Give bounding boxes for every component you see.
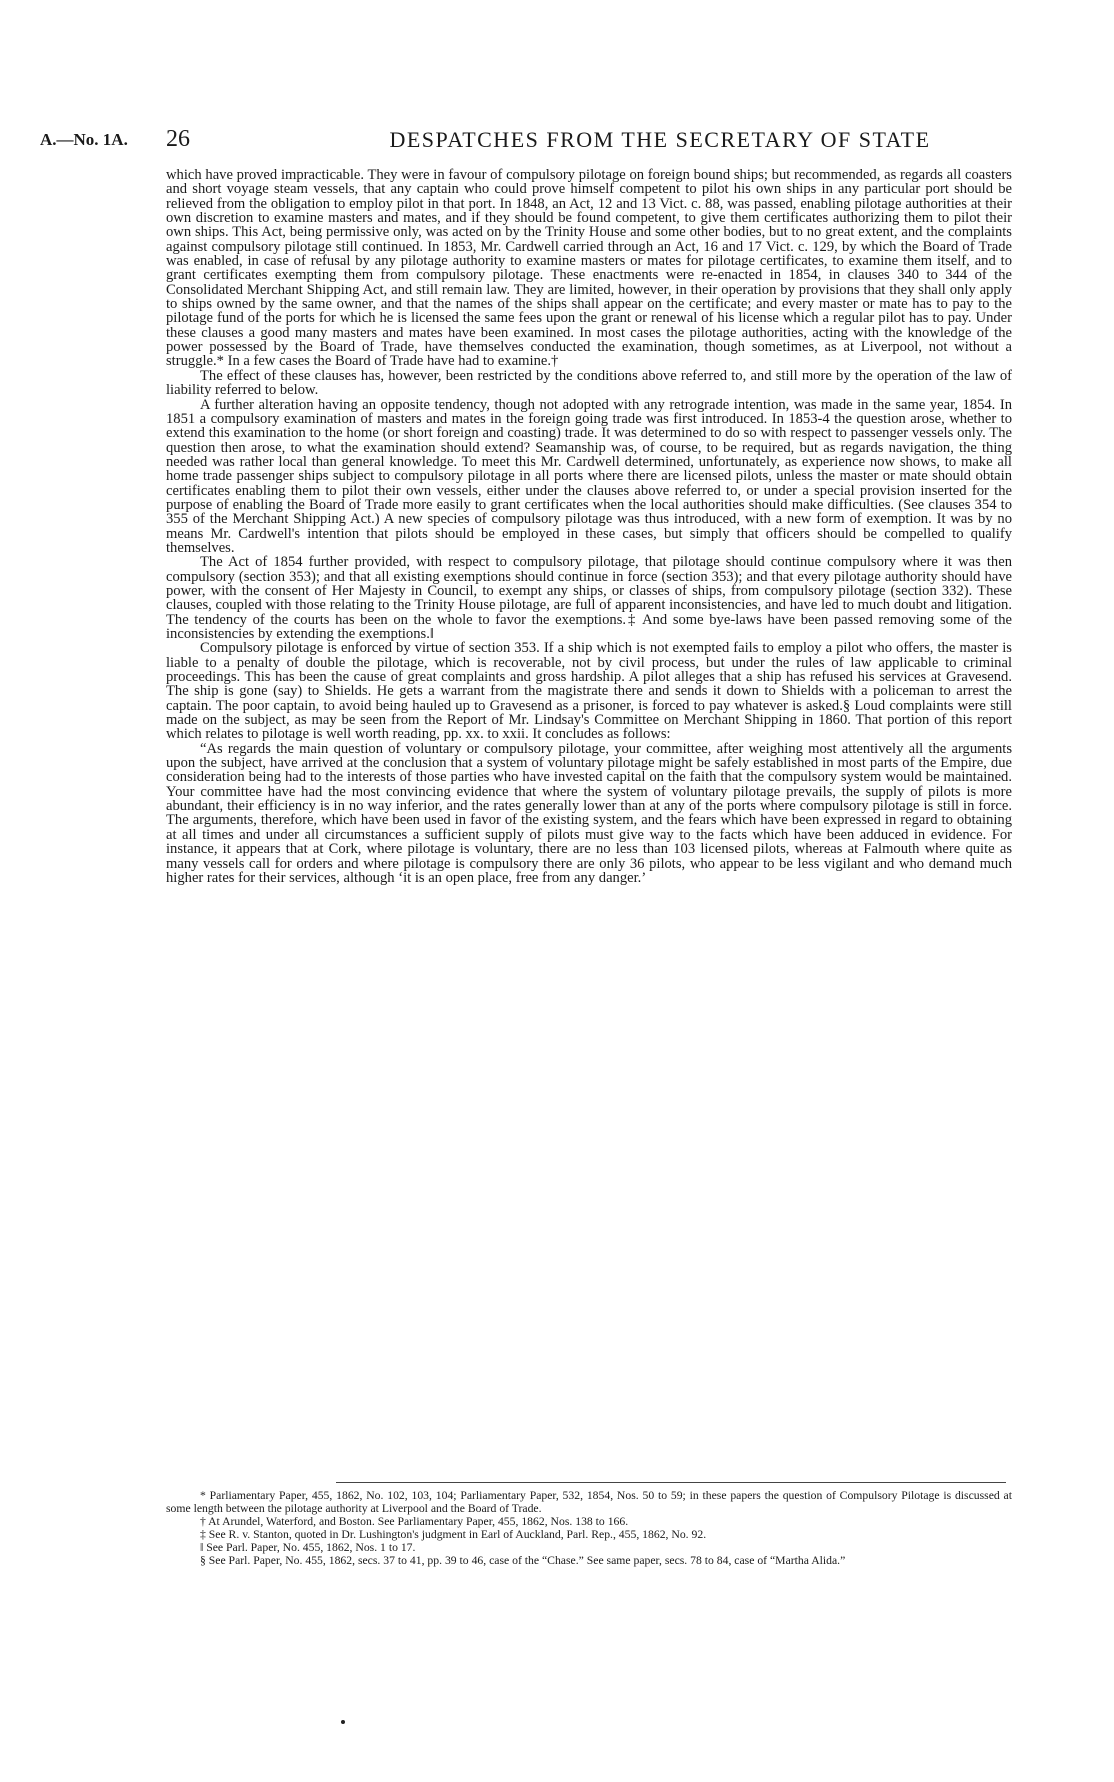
footnotes <box>166 1489 1012 1567</box>
footnote: ‡ See R. v. Stanton, quoted in Dr. Lushington's judgment in Earl of Auckland, Parl. Rep., 455, 1862, No. 92. <box>200 1528 707 1541</box>
document-reference: A.—No. 1A. <box>40 130 128 149</box>
running-title: DESPATCHES FROM THE SECRETARY OF STATE <box>389 127 931 152</box>
paragraph: A further alteration having an opposite tendency, though not adopted with any retrograde intention, was made in the same year, 1854. In 1851 a compulsory examination of masters and mates in the foreign going trade was first introduced. In 1853-4 the question arose, whether to extend this examination to the home (or short foreign and coasting) trade. It was determined to do so with respect to passenger vessels only. The question then arose, to what the examination should extend? Seamanship was, of course, to be required, but as regards navigation, the thing needed was rather local than general knowledge. To meet this Mr. Cardwell determined, unfortunately, as experience now shows, to make all home trade passenger ships subject to compulsory pilotage in all ports where there are licensed pilots, unless the master or mate should obtain certificates enabling them to pilot their own vessels, either under the clauses above referred to, or under a special provision inserted for the purpose of enabling the Board of Trade more easily to grant certificates when the local authorities should make difficulties. (See clauses 354 to 355 of the Merchant Shipping Act.) A new species of compulsory pilotage was thus introduced, with a new form of exemption. It was by no means Mr. Cardwell's intention that pilots should be employed in these cases, but simply that officers should be compelled to qualify themselves. <box>166 396 1012 556</box>
footnote: ‖ See Parl. Paper, No. 455, 1862, Nos. 1 to 17. <box>200 1541 416 1554</box>
paragraph: Compulsory pilotage is enforced by virtue of section 353. If a ship which is not exempted fails to employ a pilot who offers, the master is liable to a penalty of double the pilotage, which is recoverable, not by civil process, but under the rules of law applicable to criminal proceedings. This has been the cause of great complaints and gross hardship. A pilot alleges that a ship has refused his services at Gravesend. The ship is gone (say) to Shields. He gets a warrant from the magistrate there and sends it down to Shields with a policeman to arrest the captain. The poor captain, to avoid being hauled up to Gravesend as a prisoner, is forced to pay whatever is asked.§ Loud complaints were still made on the subject, as may be seen from the Report of Mr. Lindsay's Committee on Merchant Shipping in 1860. That portion of this report which relates to pilotage is well worth reading, pp. xx. to xxii. It concludes as follows: <box>166 640 1012 743</box>
footnote: † At Arundel, Waterford, and Boston. See Parliamentary Paper, 455, 1862, Nos. 138 to 166. <box>200 1515 629 1528</box>
paragraph: The effect of these clauses has, however, been restricted by the conditions above referred to, and still more by the operation of the law of liability referred to below. <box>166 367 1012 399</box>
footnote-divider <box>336 1482 1006 1483</box>
footnote: § See Parl. Paper, No. 455, 1862, secs. 37 to 41, pp. 39 to 46, case of the “Chase.” See same paper, secs. 78 to 84, case of “Martha Alida.” <box>200 1554 846 1567</box>
page-number: 26 <box>166 126 190 152</box>
paragraph: which have proved impracticable. They were in favour of compulsory pilotage on foreign bound ships; but recommended, as regards all coasters and short voyage steam vessels, that any captain who could prove himself competent to pilot his own ships in any particular port should be relieved from the obligation to employ pilot in that port. In 1848, an Act, 12 and 13 Vict. c. 88, was passed, enabling pilotage authorities at their own discretion to examine masters and mates, and if they should be found competent, to give them certificates authorizing them to pilot their own ships. This Act, being permissive only, was acted on by the Trinity House and some other bodies, but to no great extent, and the complaints against compulsory pilotage still continued. In 1853, Mr. Cardwell carried through an Act, 16 and 17 Vict. c. 129, by which the Board of Trade was enabled, in case of refusal by any pilotage authority to examine masters or mates for pilotage certificates, to examine them itself, and to grant certificates exempting them from compulsory pilotage. These enactments were re-enacted in 1854, in clauses 340 to 344 of the Consolidated Merchant Shipping Act, and still remain law. They are limited, however, in their operation by provisions that they shall only apply to ships owned by the same owner, and that the names of the ships shall appear on the certificate; and every master or mate has to pay to the pilotage fund of the ports for which he is licensed the same fees upon the grant or renewal of his license which a regular pilot has to pay. Under these clauses a good many masters and mates have been examined. In most cases the pilotage authorities, acting with the knowledge of the power possessed by the Board of Trade, have themselves conducted the examination, though sometimes, as at Liverpool, not without a struggle.* In a few cases the Board of Trade have had to examine.† <box>166 167 1012 370</box>
footnote: * Parliamentary Paper, 455, 1862, No. 102, 103, 104; Parliamentary Paper, 532, 1854, Nos. 50 to 59; in these papers the question of Compulsory Pilotage is discussed at some length between the pilotage authority at Liverpool and the Board of Trade. <box>166 1489 1012 1515</box>
page-header <box>40 126 1050 156</box>
page-mark <box>341 1720 345 1724</box>
quoted-paragraph: “As regards the main question of voluntary or compulsory pilotage, your committee, after weighing most attentively all the arguments upon the subject, have arrived at the conclusion that a system of voluntary pilotage might be safely established in most parts of the Empire, due consideration being had to the interests of those parties who have invested capital on the faith that the compulsory system would be maintained. Your committee have had the most convincing evidence that where the system of voluntary pilotage prevails, the supply of pilots is more abundant, their efficiency is in no way inferior, and the rates generally lower than at any of the ports where compulsory pilotage is still in force. The arguments, therefore, which have been used in favor of the existing system, and the fears which have been expressed in regard to obtaining at all times and under all circumstances a sufficient supply of pilots must give way to the facts which have been adduced in evidence. For instance, it appears that at Cork, where pilotage is voluntary, there are no less than 103 licensed pilots, whereas at Falmouth where quite as many vessels call for orders and where pilotage is compulsory there are only 36 pilots, who appear to be less vigilant and who demand much higher rates for their services, although ‘it is an open place, free from any danger.’ <box>166 740 1012 886</box>
main-text <box>166 168 1012 885</box>
paragraph: The Act of 1854 further provided, with respect to compulsory pilotage, that pilotage should continue compulsory where it was then compulsory (section 353); and that all existing exemptions should continue in force (section 353); and that every pilotage authority should have power, with the consent of Her Majesty in Council, to exempt any ships, or classes of ships, from compulsory pilotage (section 332). These clauses, coupled with those relating to the Trinity House pilotage, are full of apparent inconsistencies, and have led to much doubt and litigation. The tendency of the courts has been on the whole to favor the exemptions.‡ And some bye-laws have been passed removing some of the inconsistencies by extending the exemptions.‖ <box>166 554 1012 642</box>
